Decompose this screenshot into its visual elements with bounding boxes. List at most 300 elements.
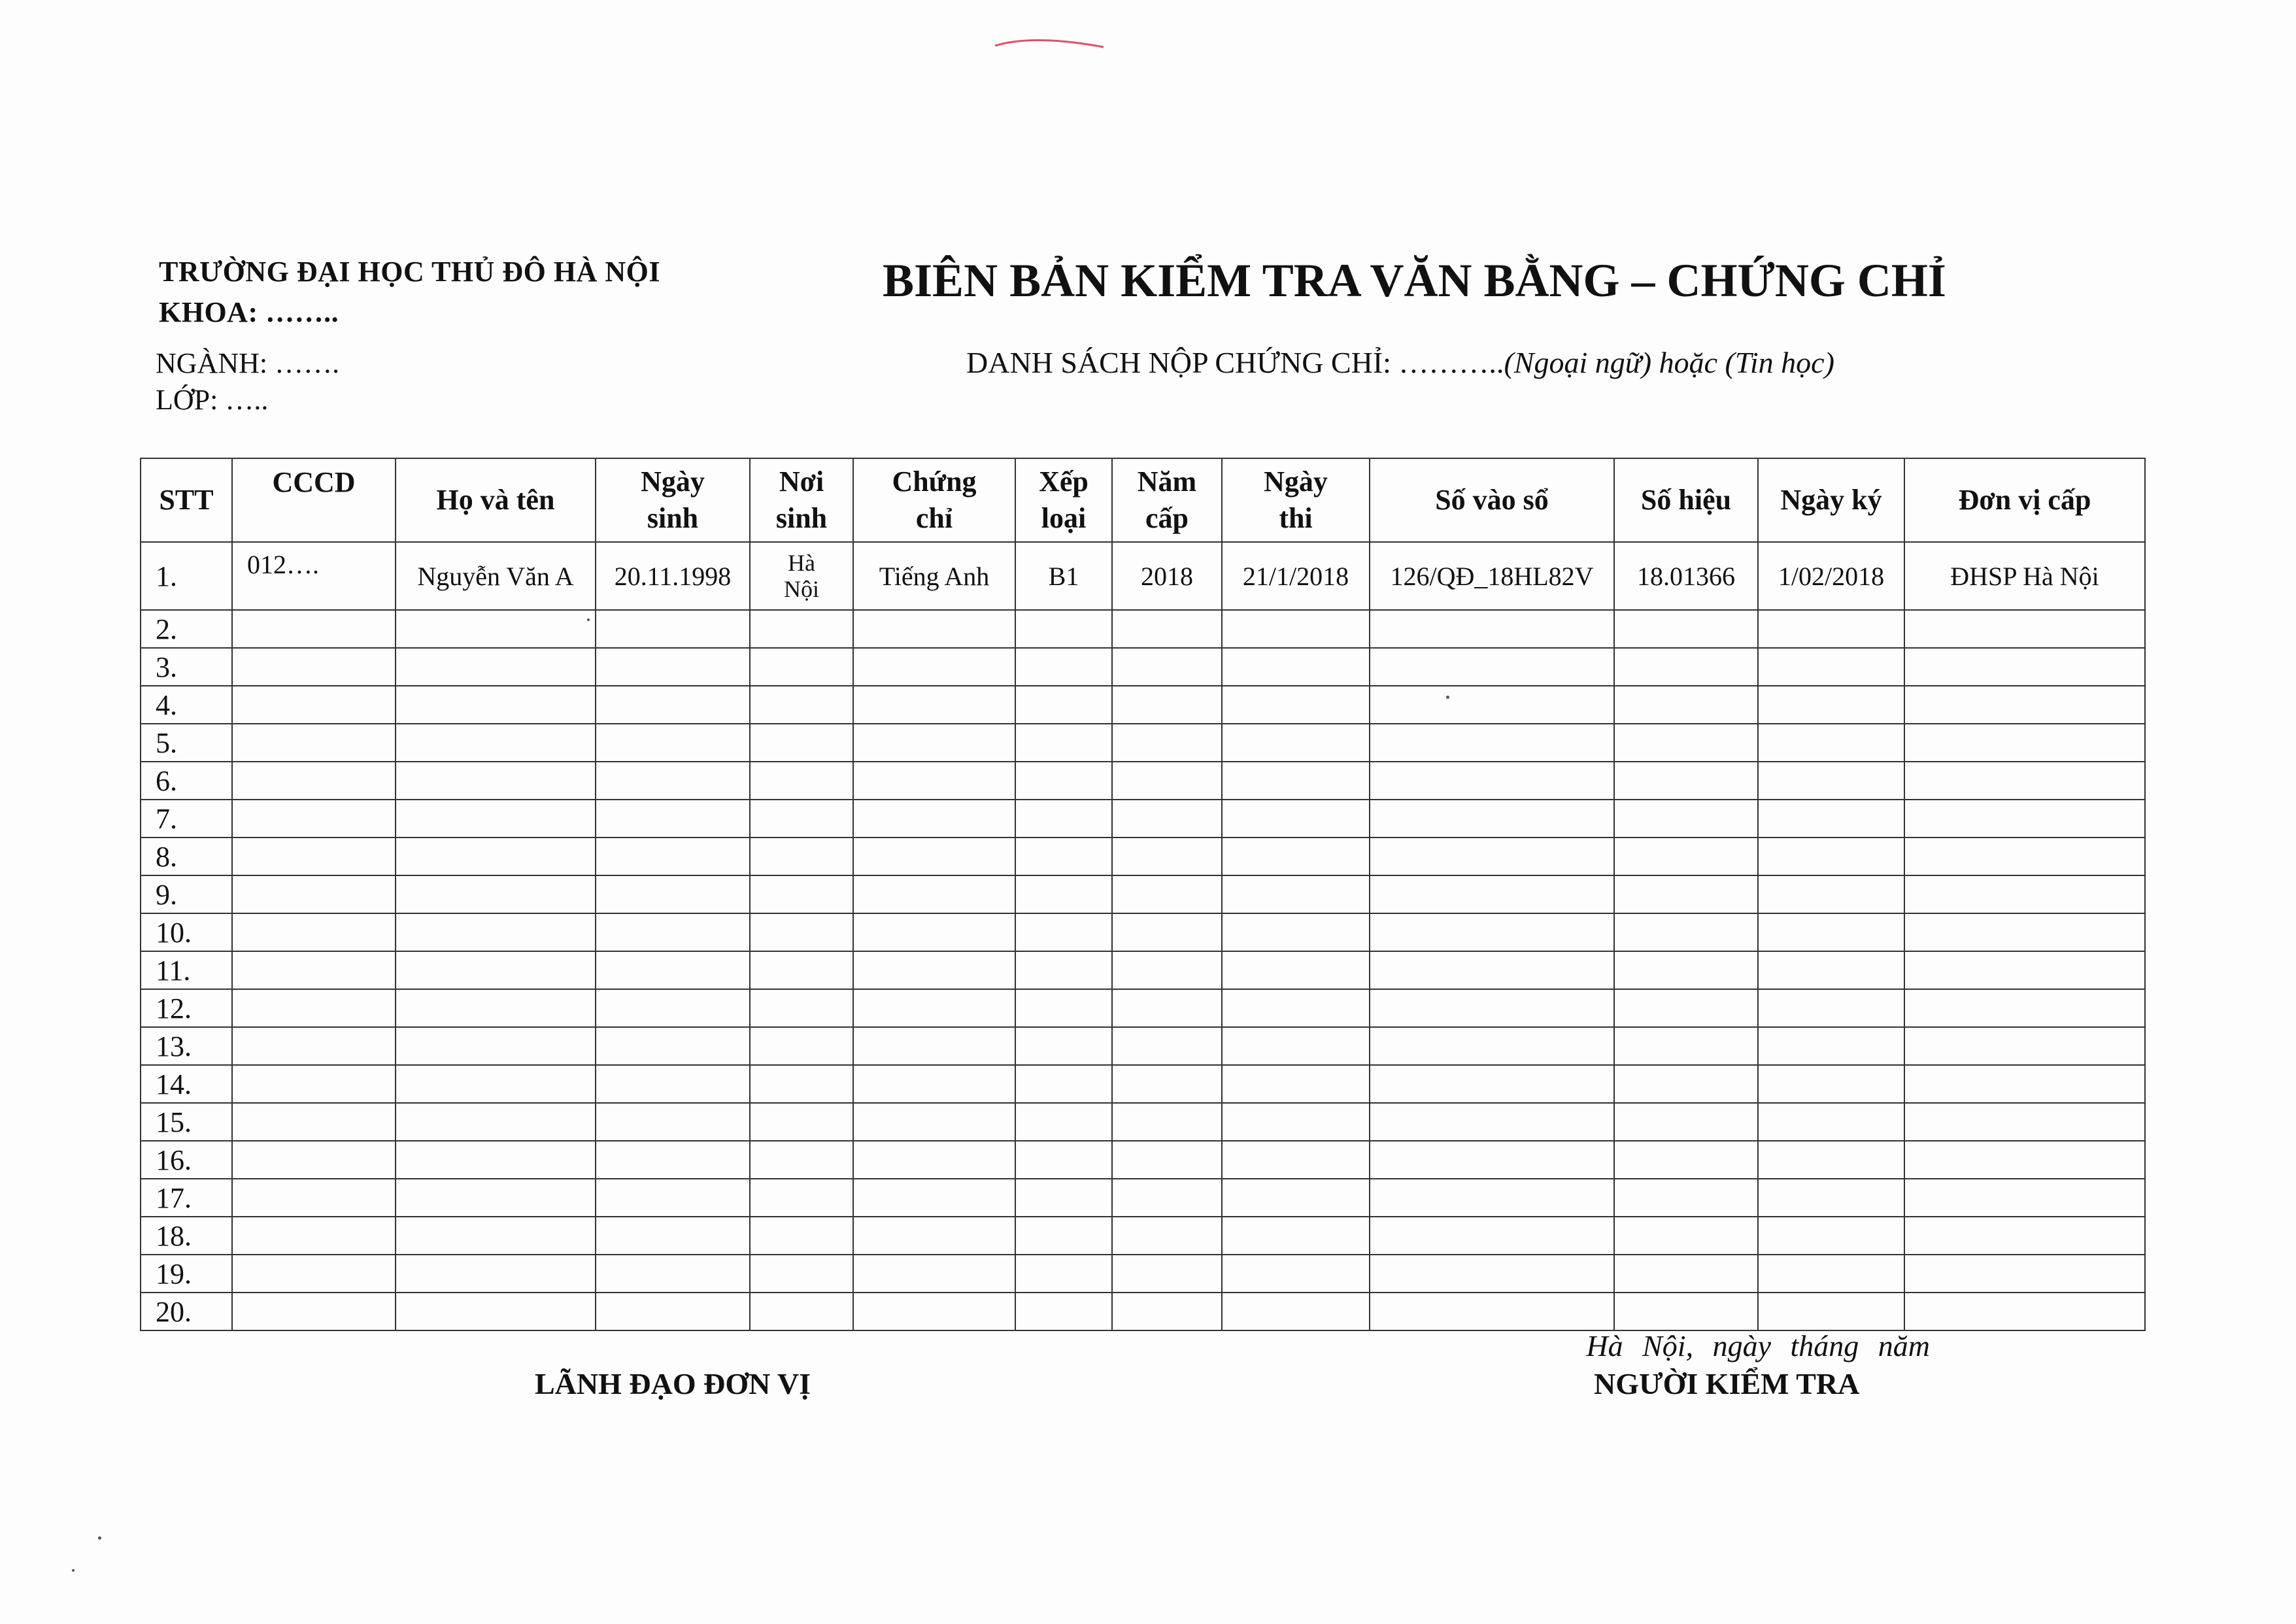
scan-speck xyxy=(98,1536,101,1540)
table-cell xyxy=(232,1027,396,1065)
table-cell xyxy=(1112,724,1222,762)
table-cell: 6. xyxy=(141,762,232,800)
column-header-label: Họ và tên xyxy=(436,484,555,516)
table-cell xyxy=(1904,1065,2145,1103)
table-cell xyxy=(1015,1103,1112,1141)
table-cell: 11. xyxy=(141,951,232,989)
table-cell xyxy=(1370,989,1614,1027)
major-field: NGÀNH: ……. xyxy=(156,347,340,379)
subtitle-italic: (Ngoại ngữ) hoặc (Tin học) xyxy=(1504,346,1834,379)
column-header xyxy=(1370,458,1614,542)
table-cell xyxy=(853,762,1015,800)
table-cell xyxy=(1614,1103,1758,1141)
table-cell xyxy=(1904,686,2145,724)
table-cell xyxy=(1112,800,1222,837)
table-row xyxy=(141,837,2145,875)
table-cell xyxy=(1015,913,1112,951)
table-cell xyxy=(1015,686,1112,724)
table-cell xyxy=(596,800,750,837)
table-cell xyxy=(853,913,1015,951)
table-cell: 1/02/2018 xyxy=(1758,542,1904,610)
table-cell xyxy=(396,648,596,686)
table-cell xyxy=(232,686,396,724)
column-header-label-line2: sinh xyxy=(775,502,828,534)
table-cell: 7. xyxy=(141,800,232,837)
table-cell xyxy=(1015,1141,1112,1179)
table-cell xyxy=(1222,610,1370,648)
table-cell xyxy=(1112,951,1222,989)
table-cell xyxy=(596,1217,750,1255)
table-cell xyxy=(1370,762,1614,800)
column-header-label-line2: sinh xyxy=(647,502,699,534)
table-cell xyxy=(596,913,750,951)
table-cell: 10. xyxy=(141,913,232,951)
table-cell xyxy=(596,1141,750,1179)
table-cell xyxy=(596,762,750,800)
table-cell xyxy=(1222,800,1370,837)
table-cell xyxy=(853,875,1015,913)
table-row xyxy=(141,913,2145,951)
table-cell xyxy=(853,1027,1015,1065)
table-cell xyxy=(232,1103,396,1141)
table-cell xyxy=(853,989,1015,1027)
column-header xyxy=(750,458,853,542)
table-cell: Hà Nội xyxy=(750,542,853,610)
table-cell xyxy=(1222,1103,1370,1141)
table-cell xyxy=(1614,762,1758,800)
table-cell xyxy=(1222,1293,1370,1330)
school-name: TRƯỜNG ĐẠI HỌC THỦ ĐÔ HÀ NỘI xyxy=(159,256,660,288)
table-cell xyxy=(396,724,596,762)
class-field: LỚP: ….. xyxy=(156,384,269,416)
table-cell xyxy=(1222,837,1370,875)
table-cell xyxy=(232,610,396,648)
table-cell xyxy=(1614,913,1758,951)
table-cell xyxy=(750,1255,853,1293)
table-cell xyxy=(1370,837,1614,875)
table-cell xyxy=(750,686,853,724)
table-cell xyxy=(1222,875,1370,913)
table-cell xyxy=(1904,989,2145,1027)
table-cell xyxy=(596,875,750,913)
table-cell xyxy=(1614,800,1758,837)
table-cell xyxy=(232,762,396,800)
table-cell xyxy=(1904,648,2145,686)
column-header xyxy=(1758,458,1904,542)
table-cell xyxy=(1222,1065,1370,1103)
column-header xyxy=(1112,458,1222,542)
certificate-table xyxy=(140,458,2146,1331)
table-cell xyxy=(1614,1027,1758,1065)
table-cell xyxy=(1370,1065,1614,1103)
table-cell: 16. xyxy=(141,1141,232,1179)
table-row xyxy=(141,1255,2145,1293)
table-row xyxy=(141,1103,2145,1141)
table-cell xyxy=(1112,875,1222,913)
table-cell xyxy=(396,1217,596,1255)
table-cell xyxy=(596,610,750,648)
table-cell xyxy=(1758,762,1904,800)
table-cell xyxy=(1112,1293,1222,1330)
column-header xyxy=(1015,458,1112,542)
table-cell xyxy=(232,1255,396,1293)
table-cell: 18. xyxy=(141,1217,232,1255)
table-cell xyxy=(1015,724,1112,762)
table-cell xyxy=(232,800,396,837)
table-cell xyxy=(232,837,396,875)
leader-signature-label: LÃNH ĐẠO ĐƠN VỊ xyxy=(535,1367,811,1400)
table-cell xyxy=(853,1065,1015,1103)
table-cell xyxy=(1758,648,1904,686)
column-header-label-line2: cấp xyxy=(1145,502,1189,534)
table-cell xyxy=(1222,951,1370,989)
table-cell xyxy=(750,837,853,875)
table-cell: 3. xyxy=(141,648,232,686)
table-cell xyxy=(853,1255,1015,1293)
table-cell xyxy=(1904,1141,2145,1179)
table-cell xyxy=(1370,610,1614,648)
table-cell xyxy=(1015,837,1112,875)
column-header xyxy=(1614,458,1758,542)
table-cell xyxy=(1222,1179,1370,1217)
table-cell: 5. xyxy=(141,724,232,762)
table-cell xyxy=(1904,837,2145,875)
table-cell xyxy=(1370,648,1614,686)
table-cell: 12. xyxy=(141,989,232,1027)
table-cell xyxy=(396,610,596,648)
table-cell xyxy=(596,724,750,762)
table-cell xyxy=(396,989,596,1027)
table-cell xyxy=(1222,1217,1370,1255)
table-cell xyxy=(596,989,750,1027)
table-cell xyxy=(1758,913,1904,951)
table-row xyxy=(141,1141,2145,1179)
table-cell xyxy=(232,989,396,1027)
table-cell xyxy=(232,1141,396,1179)
table-cell: B1 xyxy=(1015,542,1112,610)
table-cell xyxy=(396,762,596,800)
table-cell xyxy=(1758,800,1904,837)
table-cell xyxy=(1758,1293,1904,1330)
table-cell xyxy=(1904,1255,2145,1293)
table-cell xyxy=(1370,800,1614,837)
table-cell: 1. xyxy=(141,542,232,610)
table-cell xyxy=(596,951,750,989)
table-row xyxy=(141,648,2145,686)
table-cell xyxy=(1614,1065,1758,1103)
table-cell xyxy=(1112,1103,1222,1141)
table-cell xyxy=(1370,1255,1614,1293)
table-cell xyxy=(750,1027,853,1065)
table-cell xyxy=(1614,875,1758,913)
table-cell xyxy=(1112,1179,1222,1217)
table-cell xyxy=(750,989,853,1027)
column-header-label-line2: thi xyxy=(1279,502,1313,534)
table-cell xyxy=(1015,1255,1112,1293)
table-cell xyxy=(1758,1255,1904,1293)
table-cell xyxy=(1904,610,2145,648)
table-row xyxy=(141,1065,2145,1103)
table-cell xyxy=(1015,648,1112,686)
table-cell xyxy=(232,875,396,913)
table-cell xyxy=(853,648,1015,686)
table-cell: 9. xyxy=(141,875,232,913)
column-header-label-line2: chỉ xyxy=(915,502,953,534)
column-header xyxy=(232,458,396,542)
table-cell xyxy=(396,1255,596,1293)
table-cell xyxy=(1015,875,1112,913)
table-cell xyxy=(1112,1217,1222,1255)
table-cell xyxy=(1758,686,1904,724)
table-cell xyxy=(750,1179,853,1217)
table-cell xyxy=(1614,1255,1758,1293)
column-header-label: Số hiệu xyxy=(1640,484,1732,516)
table-cell: 15. xyxy=(141,1103,232,1141)
document-subtitle xyxy=(966,345,1834,380)
table-cell: 13. xyxy=(141,1027,232,1065)
column-header-label: CCCD xyxy=(272,466,356,498)
table-cell xyxy=(853,1141,1015,1179)
column-header xyxy=(396,458,596,542)
column-header-label-line2: loại xyxy=(1041,502,1087,534)
table-cell xyxy=(1904,800,2145,837)
table-cell xyxy=(1370,951,1614,989)
table-cell xyxy=(1015,1293,1112,1330)
column-header-label: Ngày xyxy=(641,465,705,498)
scan-speck xyxy=(1446,696,1449,699)
table-cell xyxy=(1758,1065,1904,1103)
table-cell xyxy=(1370,724,1614,762)
table-cell xyxy=(396,1179,596,1217)
table-row xyxy=(141,800,2145,837)
table-cell xyxy=(1015,610,1112,648)
table-cell xyxy=(1758,875,1904,913)
table-cell xyxy=(232,1065,396,1103)
table-row xyxy=(141,875,2145,913)
table-cell: 012…. xyxy=(232,542,396,610)
table-cell xyxy=(750,951,853,989)
table-cell xyxy=(1758,1217,1904,1255)
table-cell xyxy=(1904,913,2145,951)
table-cell xyxy=(1614,1141,1758,1179)
table-cell xyxy=(1112,1065,1222,1103)
table-row xyxy=(141,686,2145,724)
table-cell xyxy=(853,1103,1015,1141)
table-cell xyxy=(1904,1179,2145,1217)
column-header-label: Chứng xyxy=(892,465,977,498)
table-cell: Tiếng Anh xyxy=(853,542,1015,610)
table-cell xyxy=(232,913,396,951)
table-cell xyxy=(1904,1217,2145,1255)
table-cell xyxy=(1370,686,1614,724)
table-row xyxy=(141,1179,2145,1217)
table-cell xyxy=(750,1103,853,1141)
table-cell xyxy=(750,648,853,686)
table-row xyxy=(141,724,2145,762)
table-cell: 2018 xyxy=(1112,542,1222,610)
table-row xyxy=(141,542,2145,610)
table-row xyxy=(141,989,2145,1027)
table-cell xyxy=(1015,1065,1112,1103)
table-cell xyxy=(1112,913,1222,951)
table-cell xyxy=(1614,648,1758,686)
table-header-row xyxy=(141,458,2145,542)
table-cell xyxy=(1370,1217,1614,1255)
table-cell xyxy=(1112,648,1222,686)
table-cell xyxy=(853,686,1015,724)
table-cell xyxy=(1222,686,1370,724)
date-line: Hà Nội, ngày tháng năm xyxy=(1586,1329,1930,1362)
table-cell: Nguyễn Văn A xyxy=(396,542,596,610)
table-cell xyxy=(750,800,853,837)
table-cell xyxy=(396,686,596,724)
table-cell xyxy=(1112,1027,1222,1065)
table-cell xyxy=(1904,875,2145,913)
table-cell xyxy=(1614,724,1758,762)
table-cell xyxy=(1758,1179,1904,1217)
table-cell xyxy=(853,951,1015,989)
table-cell xyxy=(853,1179,1015,1217)
table-cell xyxy=(1222,1141,1370,1179)
table-cell xyxy=(396,1065,596,1103)
table-cell xyxy=(1758,1103,1904,1141)
table-cell xyxy=(1614,610,1758,648)
table-cell xyxy=(750,1217,853,1255)
table-cell: 20.11.1998 xyxy=(596,542,750,610)
table-cell: 126/QĐ_18HL82V xyxy=(1370,542,1614,610)
table-cell xyxy=(750,1293,853,1330)
table-cell: ĐHSP Hà Nội xyxy=(1904,542,2145,610)
table-cell: 20. xyxy=(141,1293,232,1330)
table-cell xyxy=(596,1065,750,1103)
table-cell xyxy=(1015,1027,1112,1065)
table-cell xyxy=(232,951,396,989)
column-header-label: Năm xyxy=(1137,465,1197,498)
column-header-label: Ngày xyxy=(1264,465,1328,498)
table-row xyxy=(141,762,2145,800)
table-cell xyxy=(1015,1217,1112,1255)
column-header xyxy=(1904,458,2145,542)
table-cell xyxy=(232,1179,396,1217)
table-row xyxy=(141,951,2145,989)
table-cell: 18.01366 xyxy=(1614,542,1758,610)
table-cell xyxy=(596,1293,750,1330)
column-header xyxy=(853,458,1015,542)
table-cell xyxy=(596,1027,750,1065)
table-cell xyxy=(1370,1179,1614,1217)
table-cell xyxy=(396,1141,596,1179)
column-header xyxy=(141,458,232,542)
table-row xyxy=(141,610,2145,648)
table-cell xyxy=(1015,800,1112,837)
table-cell xyxy=(750,610,853,648)
scan-speck xyxy=(72,1569,75,1572)
column-header-label: Nơi xyxy=(779,465,824,498)
table-cell xyxy=(853,800,1015,837)
table-cell xyxy=(853,1217,1015,1255)
table-cell: 17. xyxy=(141,1179,232,1217)
table-cell xyxy=(853,724,1015,762)
table-cell: 2. xyxy=(141,610,232,648)
checker-signature-label: NGƯỜI KIỂM TRA xyxy=(1594,1367,1860,1400)
column-header-label: STT xyxy=(159,484,214,516)
table-cell xyxy=(1904,724,2145,762)
column-header xyxy=(596,458,750,542)
table-cell xyxy=(1222,762,1370,800)
table-cell xyxy=(750,875,853,913)
table-cell xyxy=(1758,1027,1904,1065)
document-title: BIÊN BẢN KIỂM TRA VĂN BẰNG – CHỨNG CHỈ xyxy=(883,254,1946,307)
table-cell xyxy=(1614,837,1758,875)
table-cell xyxy=(1370,1027,1614,1065)
table-cell xyxy=(596,837,750,875)
table-cell xyxy=(396,800,596,837)
table-cell xyxy=(232,1217,396,1255)
table-cell xyxy=(1112,837,1222,875)
table-cell xyxy=(1222,648,1370,686)
table-row xyxy=(141,1027,2145,1065)
table-cell xyxy=(232,648,396,686)
table-cell xyxy=(1758,1141,1904,1179)
table-cell xyxy=(396,1293,596,1330)
table-cell xyxy=(1904,1027,2145,1065)
table-cell xyxy=(1614,1217,1758,1255)
table-row xyxy=(141,1217,2145,1255)
table-cell xyxy=(1758,951,1904,989)
table-cell xyxy=(853,610,1015,648)
table-cell xyxy=(750,1141,853,1179)
table-cell xyxy=(1112,989,1222,1027)
table-cell xyxy=(596,1255,750,1293)
table-cell xyxy=(1222,724,1370,762)
table-cell xyxy=(1222,989,1370,1027)
red-pen-mark xyxy=(994,31,1105,51)
table-cell xyxy=(396,875,596,913)
table-cell xyxy=(1904,1103,2145,1141)
table-cell xyxy=(1112,610,1222,648)
column-header-label: Số vào sổ xyxy=(1435,484,1549,516)
table-cell xyxy=(853,837,1015,875)
column-header xyxy=(1222,458,1370,542)
table-cell xyxy=(1370,875,1614,913)
table-cell xyxy=(1614,1179,1758,1217)
table-cell xyxy=(1015,989,1112,1027)
table-cell xyxy=(1015,1179,1112,1217)
table-cell xyxy=(853,1293,1015,1330)
table-cell xyxy=(596,1179,750,1217)
table-cell xyxy=(596,648,750,686)
table-cell xyxy=(750,762,853,800)
table-cell xyxy=(750,724,853,762)
column-header-label: Xếp xyxy=(1039,465,1089,498)
subtitle-prefix: DANH SÁCH NỘP CHỨNG CHỈ: ……….. xyxy=(966,346,1504,379)
table-cell xyxy=(396,1027,596,1065)
table-cell xyxy=(1904,1293,2145,1330)
table-cell xyxy=(1370,1103,1614,1141)
table-cell xyxy=(396,837,596,875)
table-row xyxy=(141,1293,2145,1330)
table-cell: 4. xyxy=(141,686,232,724)
table-cell xyxy=(1758,989,1904,1027)
table-cell xyxy=(1222,913,1370,951)
table-cell xyxy=(750,913,853,951)
table-cell xyxy=(1112,1141,1222,1179)
table-cell xyxy=(1112,762,1222,800)
column-header-label: Đơn vị cấp xyxy=(1958,484,2091,516)
table-cell xyxy=(232,724,396,762)
table-cell: 14. xyxy=(141,1065,232,1103)
table-cell xyxy=(1222,1027,1370,1065)
